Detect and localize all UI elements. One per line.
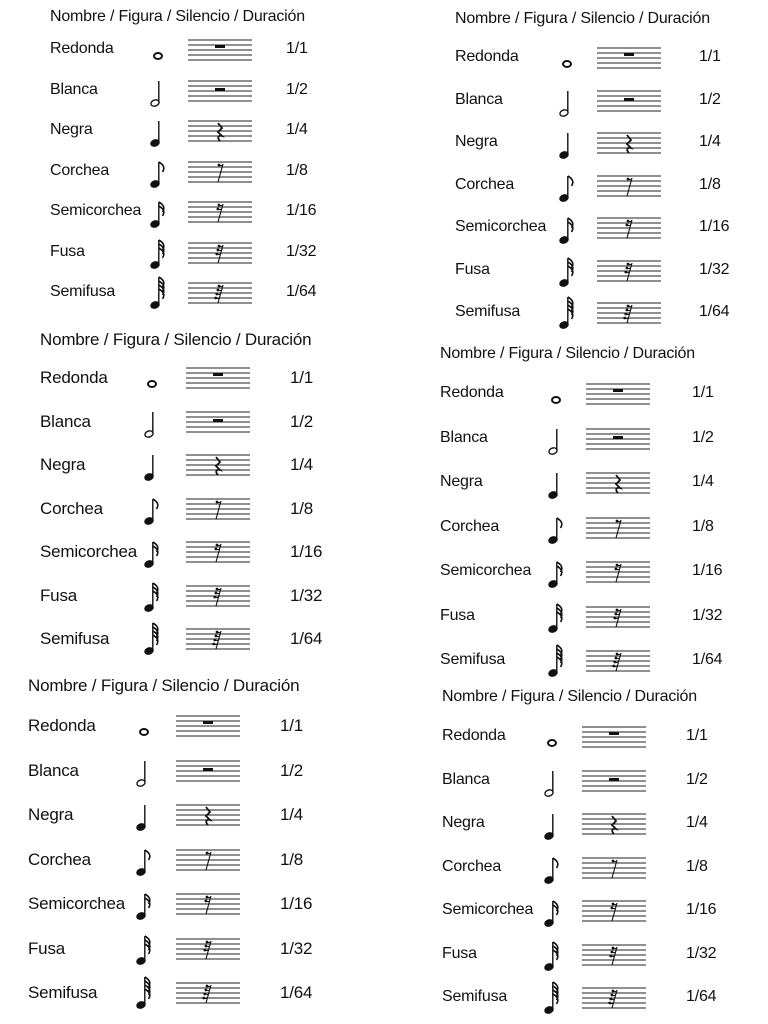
figure-name: Negra xyxy=(440,473,483,490)
figures-table-bottom-right xyxy=(442,688,768,1018)
figure-name: Semicorchea xyxy=(455,218,547,235)
eighth-rest-icon xyxy=(597,172,661,200)
figure-row xyxy=(40,491,370,531)
eighth-rest-icon xyxy=(186,495,250,523)
thirty-second-note-icon xyxy=(544,599,568,639)
figure-name: Corchea xyxy=(50,161,110,179)
figure-duration: 1/1 xyxy=(699,48,721,65)
figure-name: Redonda xyxy=(28,716,96,735)
figure-row xyxy=(40,360,370,400)
figure-duration: 1/1 xyxy=(286,40,308,57)
figure-name: Negra xyxy=(442,814,485,831)
figure-row xyxy=(440,376,768,416)
figure-row xyxy=(440,510,768,550)
figure-name: Negra xyxy=(40,455,86,474)
quarter-note-icon xyxy=(555,125,579,165)
figure-name: Fusa xyxy=(50,242,85,260)
figure-duration: 1/2 xyxy=(699,90,721,108)
quarter-note-icon xyxy=(544,465,568,505)
figure-duration: 1/2 xyxy=(286,80,308,98)
table-header: Nombre / Figura / Silencio / Duración xyxy=(28,676,300,695)
figure-name: Negra xyxy=(28,805,74,824)
figure-name: Semifusa xyxy=(50,283,116,300)
table-header: Nombre / Figura / Silencio / Duración xyxy=(440,345,695,362)
figure-row xyxy=(455,253,768,293)
figure-duration: 1/64 xyxy=(686,988,717,1005)
thirty-second-note-icon xyxy=(140,578,164,618)
quarter-rest-icon xyxy=(586,469,650,497)
whole-rest-icon xyxy=(176,712,240,740)
figure-duration: 1/16 xyxy=(699,218,730,235)
thirty-second-rest-icon xyxy=(186,582,250,610)
figure-name: Semifusa xyxy=(440,651,506,668)
table-header: Nombre / Figura / Silencio / Duración xyxy=(40,330,312,349)
figure-name: Fusa xyxy=(455,260,490,278)
figures-table-bottom-left xyxy=(28,676,358,1006)
whole-rest-icon xyxy=(188,36,252,64)
whole-note-icon xyxy=(555,40,579,80)
figure-row xyxy=(50,235,380,275)
figure-row xyxy=(40,404,370,444)
sixty-fourth-rest-icon xyxy=(586,647,650,675)
sixteenth-rest-icon xyxy=(186,538,250,566)
figure-duration: 1/4 xyxy=(699,133,721,150)
figure-name: Fusa xyxy=(28,938,65,958)
figure-name: Blanca xyxy=(28,760,79,780)
eighth-note-icon xyxy=(544,510,568,550)
figure-name: Negra xyxy=(455,133,498,150)
half-rest-icon xyxy=(176,757,240,785)
figure-name: Semifusa xyxy=(442,988,508,1005)
half-note-icon xyxy=(540,763,564,803)
figure-name: Semifusa xyxy=(40,629,110,648)
figure-row xyxy=(455,125,768,165)
sixty-fourth-note-icon xyxy=(555,295,579,335)
figures-table-middle-right xyxy=(440,345,768,675)
thirty-second-rest-icon xyxy=(188,239,252,267)
figure-duration: 1/64 xyxy=(692,651,723,668)
figure-row xyxy=(442,850,768,890)
eighth-rest-icon xyxy=(582,854,646,882)
eighth-rest-icon xyxy=(586,514,650,542)
figure-name: Blanca xyxy=(440,428,488,446)
figure-row xyxy=(50,154,380,194)
figure-duration: 1/2 xyxy=(692,428,714,446)
figure-duration: 1/4 xyxy=(280,805,304,824)
sixty-fourth-note-icon xyxy=(132,975,156,1015)
figure-duration: 1/32 xyxy=(290,585,323,605)
table-header: Nombre / Figura / Silencio / Duración xyxy=(442,688,697,705)
figure-duration: 1/4 xyxy=(692,473,714,490)
figure-duration: 1/64 xyxy=(290,629,323,648)
figure-name: Semicorchea xyxy=(40,542,138,561)
thirty-second-note-icon xyxy=(146,235,170,275)
figure-name: Corchea xyxy=(442,857,502,875)
figure-row xyxy=(50,113,380,153)
thirty-second-rest-icon xyxy=(176,935,240,963)
figures-table-top-right xyxy=(455,10,768,340)
sixteenth-note-icon xyxy=(146,194,170,234)
figure-name: Blanca xyxy=(455,90,503,108)
sixteenth-rest-icon xyxy=(176,890,240,918)
figure-row xyxy=(40,621,370,661)
figure-duration: 1/32 xyxy=(699,260,730,278)
figure-duration: 1/16 xyxy=(286,202,317,219)
thirty-second-note-icon xyxy=(540,937,564,977)
sixteenth-note-icon xyxy=(140,534,164,574)
whole-rest-icon xyxy=(586,380,650,408)
figure-row xyxy=(442,806,768,846)
figure-row xyxy=(50,275,380,315)
whole-rest-icon xyxy=(186,364,250,392)
half-rest-icon xyxy=(586,425,650,453)
figure-row xyxy=(28,842,358,882)
figure-duration: 1/8 xyxy=(692,517,714,535)
figure-row xyxy=(442,980,768,1020)
figure-duration: 1/1 xyxy=(280,716,304,735)
half-rest-icon xyxy=(582,767,646,795)
figure-row xyxy=(28,931,358,971)
figure-duration: 1/8 xyxy=(699,175,721,193)
whole-note-icon xyxy=(140,360,164,400)
figure-name: Semifusa xyxy=(455,303,521,320)
figure-row xyxy=(455,210,768,250)
whole-note-icon xyxy=(540,719,564,759)
figure-row xyxy=(440,643,768,683)
figure-name: Redonda xyxy=(40,368,108,387)
figure-duration: 1/32 xyxy=(686,944,717,962)
whole-note-icon xyxy=(544,376,568,416)
figure-row xyxy=(40,534,370,574)
figure-row xyxy=(455,83,768,123)
figure-name: Corchea xyxy=(455,175,515,193)
figure-duration: 1/8 xyxy=(686,857,708,875)
figure-duration: 1/4 xyxy=(686,814,708,831)
whole-note-icon xyxy=(132,708,156,748)
figure-row xyxy=(442,937,768,977)
eighth-rest-icon xyxy=(188,158,252,186)
half-note-icon xyxy=(544,421,568,461)
figures-table-top-left xyxy=(50,8,380,338)
figure-name: Redonda xyxy=(455,48,519,65)
half-note-icon xyxy=(132,753,156,793)
figure-row xyxy=(28,708,358,748)
quarter-rest-icon xyxy=(186,451,250,479)
quarter-rest-icon xyxy=(597,129,661,157)
figure-row xyxy=(40,578,370,618)
figure-duration: 1/8 xyxy=(280,849,304,869)
sixty-fourth-rest-icon xyxy=(597,299,661,327)
quarter-rest-icon xyxy=(582,810,646,838)
quarter-note-icon xyxy=(132,797,156,837)
sixty-fourth-rest-icon xyxy=(176,979,240,1007)
quarter-note-icon xyxy=(140,447,164,487)
figure-name: Negra xyxy=(50,121,93,138)
eighth-rest-icon xyxy=(176,846,240,874)
figure-name: Fusa xyxy=(442,944,477,962)
figure-name: Redonda xyxy=(440,384,504,401)
figure-duration: 1/64 xyxy=(699,303,730,320)
table-header: Nombre / Figura / Silencio / Duración xyxy=(50,8,305,25)
figures-table-middle-left xyxy=(40,330,370,660)
thirty-second-note-icon xyxy=(132,931,156,971)
figure-row xyxy=(442,893,768,933)
eighth-note-icon xyxy=(132,842,156,882)
half-note-icon xyxy=(146,73,170,113)
eighth-note-icon xyxy=(146,154,170,194)
figure-row xyxy=(440,599,768,639)
sixty-fourth-rest-icon xyxy=(188,279,252,307)
quarter-note-icon xyxy=(540,806,564,846)
figure-name: Blanca xyxy=(40,411,91,431)
quarter-rest-icon xyxy=(176,801,240,829)
figure-row xyxy=(28,975,358,1015)
half-note-icon xyxy=(555,83,579,123)
quarter-rest-icon xyxy=(188,117,252,145)
sixteenth-note-icon xyxy=(544,554,568,594)
figure-duration: 1/32 xyxy=(692,606,723,624)
figure-row xyxy=(442,719,768,759)
figure-name: Fusa xyxy=(40,585,77,605)
figure-row xyxy=(455,168,768,208)
thirty-second-rest-icon xyxy=(597,257,661,285)
figure-duration: 1/16 xyxy=(290,542,323,561)
sixty-fourth-note-icon xyxy=(146,275,170,315)
figure-row xyxy=(440,554,768,594)
sixteenth-rest-icon xyxy=(188,198,252,226)
sixteenth-rest-icon xyxy=(597,214,661,242)
sixteenth-note-icon xyxy=(555,210,579,250)
figure-row xyxy=(28,886,358,926)
sixteenth-note-icon xyxy=(132,886,156,926)
figure-row xyxy=(50,194,380,234)
thirty-second-note-icon xyxy=(555,253,579,293)
half-rest-icon xyxy=(186,408,250,436)
figure-row xyxy=(28,797,358,837)
figure-duration: 1/16 xyxy=(280,894,313,913)
figure-duration: 1/1 xyxy=(686,727,708,744)
figure-duration: 1/1 xyxy=(290,368,314,387)
figure-row xyxy=(455,40,768,80)
figure-name: Corchea xyxy=(28,849,91,869)
whole-rest-icon xyxy=(597,44,661,72)
half-rest-icon xyxy=(597,87,661,115)
figure-row xyxy=(50,32,380,72)
figure-name: Corchea xyxy=(40,498,103,518)
figure-name: Semifusa xyxy=(28,983,98,1002)
figure-duration: 1/64 xyxy=(286,283,317,300)
figure-duration: 1/2 xyxy=(686,770,708,788)
figure-name: Semicorchea xyxy=(50,202,142,219)
figure-row xyxy=(455,295,768,335)
eighth-note-icon xyxy=(555,168,579,208)
figure-duration: 1/4 xyxy=(286,121,308,138)
eighth-note-icon xyxy=(140,491,164,531)
sixty-fourth-note-icon xyxy=(140,621,164,661)
figure-duration: 1/32 xyxy=(280,938,313,958)
figure-name: Redonda xyxy=(50,40,114,57)
figure-name: Fusa xyxy=(440,606,475,624)
figure-name: Corchea xyxy=(440,517,500,535)
figure-name: Redonda xyxy=(442,727,506,744)
quarter-note-icon xyxy=(146,113,170,153)
half-rest-icon xyxy=(188,77,252,105)
sixty-fourth-rest-icon xyxy=(186,625,250,653)
figure-row xyxy=(440,465,768,505)
figure-name: Semicorchea xyxy=(28,894,126,913)
figure-duration: 1/8 xyxy=(290,498,314,518)
figure-name: Semicorchea xyxy=(440,562,532,579)
eighth-note-icon xyxy=(540,850,564,890)
figure-row xyxy=(40,447,370,487)
figure-duration: 1/64 xyxy=(280,983,313,1002)
figure-duration: 1/1 xyxy=(692,384,714,401)
figure-duration: 1/16 xyxy=(692,562,723,579)
sixty-fourth-note-icon xyxy=(540,980,564,1020)
figure-row xyxy=(28,753,358,793)
figure-row xyxy=(442,763,768,803)
sixteenth-rest-icon xyxy=(586,558,650,586)
figure-name: Blanca xyxy=(442,770,490,788)
figure-duration: 1/2 xyxy=(290,411,314,431)
half-note-icon xyxy=(140,404,164,444)
figure-duration: 1/32 xyxy=(286,242,317,260)
figure-name: Blanca xyxy=(50,80,98,98)
thirty-second-rest-icon xyxy=(586,603,650,631)
sixty-fourth-rest-icon xyxy=(582,984,646,1012)
sixty-fourth-note-icon xyxy=(544,643,568,683)
table-header: Nombre / Figura / Silencio / Duración xyxy=(455,10,710,27)
figure-duration: 1/2 xyxy=(280,760,304,780)
figure-name: Semicorchea xyxy=(442,901,534,918)
figure-duration: 1/8 xyxy=(286,161,308,179)
figure-row xyxy=(440,421,768,461)
figure-row xyxy=(50,73,380,113)
sixteenth-rest-icon xyxy=(582,897,646,925)
sixteenth-note-icon xyxy=(540,893,564,933)
thirty-second-rest-icon xyxy=(582,941,646,969)
whole-note-icon xyxy=(146,32,170,72)
whole-rest-icon xyxy=(582,723,646,751)
figure-duration: 1/4 xyxy=(290,455,314,474)
figure-duration: 1/16 xyxy=(686,901,717,918)
